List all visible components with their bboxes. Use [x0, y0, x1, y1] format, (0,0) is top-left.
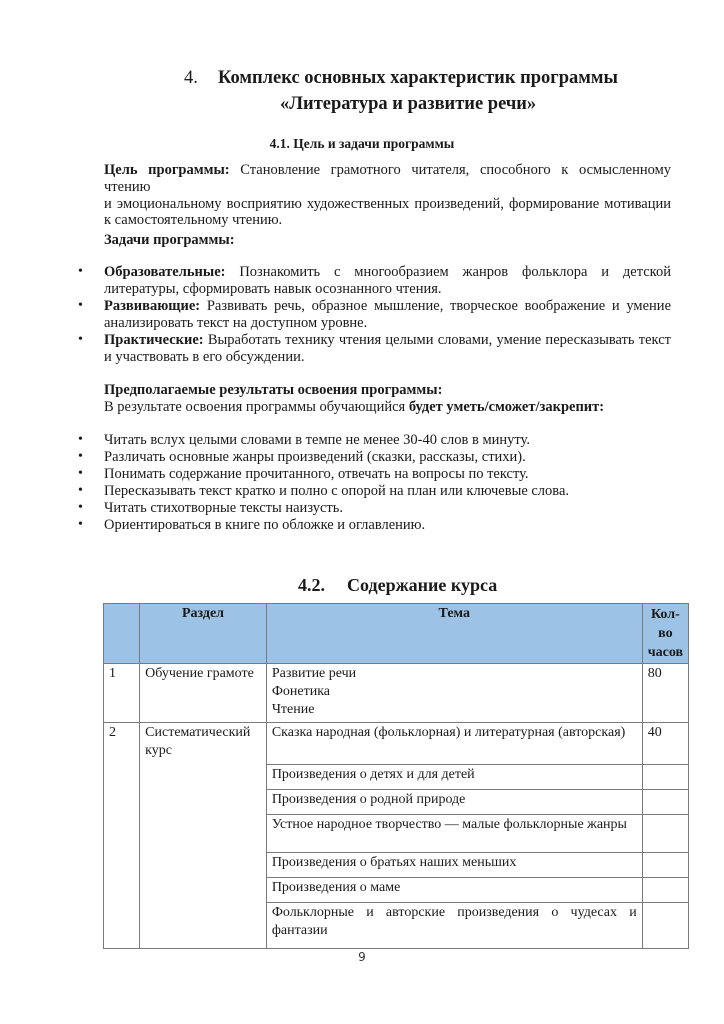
- goal-text-1: Становление грамотного читателя, способного к осмысленному чтению: [104, 162, 671, 195]
- task-text-cont: литературы, сформировать навык осознанного чтения.: [104, 280, 442, 297]
- goal-paragraph: [104, 162, 671, 229]
- bullet-icon: •: [78, 332, 83, 347]
- hours-cell-empty: [642, 852, 688, 877]
- section-4-title-line1: [184, 67, 618, 89]
- bullet-icon: •: [78, 298, 83, 313]
- topic-cell: Устное народное творчество — малые фольклорные жанры: [266, 814, 642, 852]
- topic-item: Фонетика: [271, 684, 330, 700]
- row-hours: 40: [642, 722, 688, 764]
- result-text: Различать основные жанры произведений (сказки, рассказы, стихи).: [104, 449, 526, 465]
- table-row: [104, 664, 689, 723]
- bullet-icon: •: [78, 517, 83, 532]
- bullet-icon: •: [78, 432, 83, 447]
- header-num: [104, 604, 140, 664]
- task-text-cont: анализировать текст на доступном уровне.: [104, 314, 368, 331]
- results-intro-text: В результате освоения программы обучающийся: [104, 399, 409, 415]
- bullet-icon: •: [78, 449, 83, 464]
- task-text: Развивать речь, образное мышление, творческое воображение и умение: [200, 298, 671, 314]
- result-text: Читать вслух целыми словами в темпе не менее 30-40 слов в минуту.: [104, 432, 530, 448]
- result-text: Понимать содержание прочитанного, отвечать на вопросы по тексту.: [104, 466, 529, 482]
- page-number: 9: [358, 950, 366, 964]
- results-heading: Предполагаемые результаты освоения программы:: [104, 382, 443, 398]
- topic-cell: Произведения о маме: [266, 877, 642, 902]
- result-item: [78, 449, 526, 466]
- section-42-title-text: Содержание курса: [347, 575, 498, 595]
- row-num: 1: [104, 664, 140, 723]
- task-label: Образовательные:: [104, 264, 226, 280]
- result-item: [78, 483, 570, 500]
- section-4-title-line2: «Литература и развитие речи»: [280, 94, 537, 114]
- result-text: Ориентироваться в книге по обложке и оглавлению.: [104, 517, 426, 533]
- result-text: Пересказывать текст кратко и полно с опорой на план или ключевые слова.: [104, 483, 570, 499]
- bullet-icon: •: [78, 466, 83, 481]
- section-4-number: 4.: [184, 68, 198, 88]
- section-4-title-text: Комплекс основных характеристик программы: [218, 68, 618, 88]
- topic-cell: Произведения о родной природе: [266, 789, 642, 814]
- hours-cell-empty: [642, 814, 688, 852]
- table-row: [104, 722, 689, 764]
- task-item: [78, 332, 671, 366]
- row-section: Обучение грамоте: [140, 664, 267, 723]
- section-42-title: [298, 575, 497, 596]
- result-item: [78, 466, 529, 483]
- goal-text-3: к самостоятельному чтению.: [104, 212, 283, 229]
- header-topic: Тема: [266, 604, 642, 664]
- hours-cell-empty: [642, 877, 688, 902]
- section-42-number: 4.2.: [298, 575, 325, 595]
- task-item: [78, 264, 671, 298]
- bullet-icon: •: [78, 483, 83, 498]
- hours-cell-empty: [642, 764, 688, 789]
- result-item: [78, 432, 530, 449]
- goal-text-2: и эмоциональному восприятию художественных произведений, формирование мотивации: [104, 195, 671, 212]
- row-section: Систематический курс: [140, 722, 267, 948]
- header-hours: Кол-во часов: [642, 604, 688, 664]
- task-label: Практические:: [104, 332, 204, 348]
- section-41-title: 4.1. Цель и задачи программы: [269, 136, 455, 151]
- hours-cell-empty: [642, 789, 688, 814]
- header-section: Раздел: [140, 604, 267, 664]
- task-text: Выработать технику чтения целыми словами, умение пересказывать текст: [203, 332, 671, 348]
- result-item: [78, 517, 426, 534]
- topic-cell: Произведения о братьях наших меньших: [266, 852, 642, 877]
- tasks-heading: Задачи программы:: [104, 232, 235, 248]
- row-topics: [266, 664, 642, 723]
- result-text: Читать стихотворные тексты наизусть.: [104, 500, 344, 516]
- task-item: [78, 298, 671, 332]
- hours-cell-empty: [642, 902, 688, 948]
- row-num: 2: [104, 722, 140, 948]
- topic-cell: Произведения о детях и для детей: [266, 764, 642, 789]
- topic-cell: Фольклорные и авторские произведения о чудесах и фантазии: [266, 902, 642, 948]
- row-hours: 80: [642, 664, 688, 723]
- bullet-icon: •: [78, 500, 83, 515]
- goal-label: Цель программы:: [104, 162, 230, 178]
- bullet-icon: •: [78, 264, 83, 279]
- course-table: [103, 603, 689, 949]
- table-header-row: [104, 604, 689, 664]
- topic-item: Развитие речи: [271, 666, 357, 681]
- task-text: Познакомить с многообразием жанров фольклора и детской: [225, 264, 671, 280]
- results-intro: [104, 399, 604, 416]
- task-text-cont: и участвовать в его обсуждении.: [104, 348, 305, 365]
- task-label: Развивающие:: [104, 298, 201, 314]
- topic-item: Чтение: [271, 702, 315, 718]
- result-item: [78, 500, 344, 517]
- topic-cell: Сказка народная (фольклорная) и литературная (авторская): [266, 722, 642, 764]
- results-intro-bold: будет уметь/сможет/закрепит:: [408, 399, 605, 415]
